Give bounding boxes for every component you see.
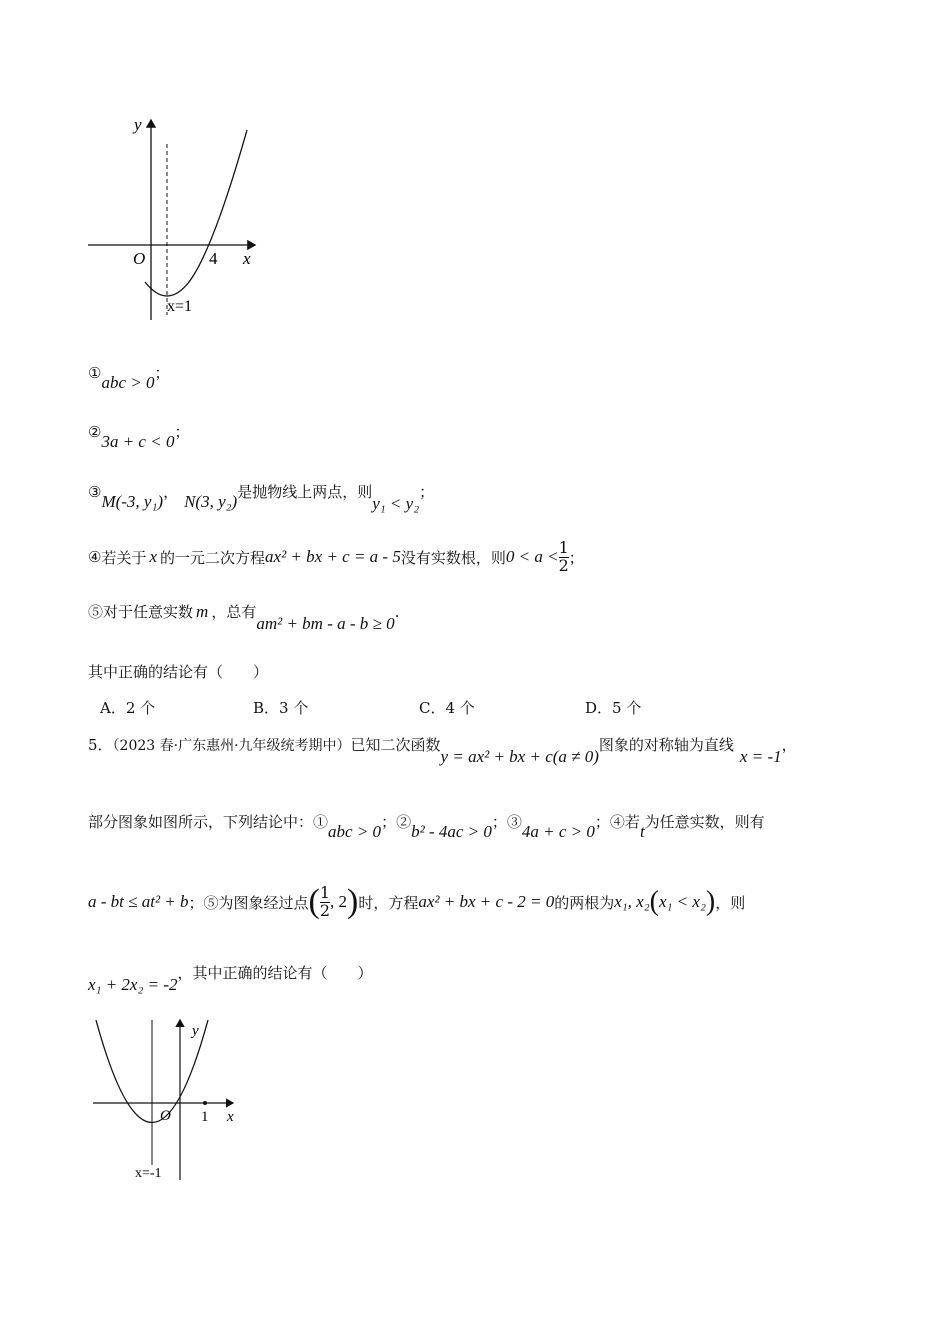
inequality: am² + bm - a - b ≥ 0	[256, 614, 395, 633]
marker: ②	[88, 423, 102, 441]
marker: ⑤	[88, 603, 104, 621]
conclusion-2: b² - 4ac > 0	[411, 822, 492, 841]
statement-1: ①abc > 0；	[88, 364, 170, 392]
question-5-line-3: a - bt ≤ at² + b ；⑤为图象经过点 ( $\frac{1}{2}$ , 2 ) 时，方程 ax² + bx + c - 2 = 0 的两根为 x₁, x₂ ( x₁ < x₂ ) ，则	[88, 883, 746, 921]
conclusion-3: 4a + c > 0	[521, 822, 595, 841]
root-label: 4	[209, 249, 218, 268]
tick-label: 1	[201, 1109, 209, 1125]
marker: ①	[88, 364, 102, 382]
choice-c[interactable]: C．4 个	[419, 699, 475, 717]
x-axis-label: x	[227, 1109, 234, 1125]
point-x-fraction: $\frac{1}{2}$	[319, 883, 331, 920]
marker: ③	[88, 483, 102, 501]
statement-4: ④ 若关于 x 的一元二次方程 ax² + bx + c = a - 5 没有实数根，则 0 < a < $\frac{1}{2}$ ；	[88, 538, 584, 575]
x-axis-label: x	[243, 249, 251, 268]
symmetry-axis-label: x=1	[167, 298, 193, 315]
fraction-one-half: $\frac{1}{2}$	[558, 538, 569, 575]
question-source: （2023 春·广东惠州·九年级统考期中）	[112, 738, 351, 754]
roots: x₁, x₂	[614, 892, 650, 912]
choice-d[interactable]: D．5 个	[585, 699, 642, 717]
origin-label: O	[133, 249, 146, 268]
statement-2: ②3a + c < 0；	[88, 423, 190, 451]
roots-condition: x₁ < x₂	[658, 892, 706, 912]
origin-label: O	[160, 1108, 171, 1124]
figure-2-parabola	[88, 1015, 248, 1180]
math: 3a + c < 0	[101, 432, 175, 451]
result: y₁ < y₂	[372, 494, 420, 513]
question-number: 5．	[88, 736, 113, 754]
conclusion-4-inequality: a - bt ≤ at² + b	[88, 892, 189, 912]
inequality: 0 < a <	[505, 547, 559, 567]
figure-1-parabola	[85, 110, 265, 325]
choice-b[interactable]: B．3 个	[253, 699, 309, 717]
statement-5: ⑤对于任意实数 m ，总有am² + bm - a - b ≥ 0.	[88, 602, 400, 633]
point-one	[203, 1101, 207, 1105]
equation: ax² + bx + c = a - 5	[265, 547, 401, 567]
marker: ④	[88, 548, 102, 567]
function: y = ax² + bx + c(a ≠ 0)	[440, 747, 599, 766]
symmetry-axis-label: x=-1	[135, 1166, 162, 1180]
conclusion-1: abc > 0	[328, 822, 382, 841]
math: abc > 0	[101, 373, 155, 392]
question-5-line-4: x₁ + 2x₂ = -2，其中正确的结论有（ ）	[88, 964, 373, 994]
parabola-curve	[145, 130, 247, 296]
statement-text: 是抛物线上两点，则	[237, 483, 373, 501]
question-5-line-2: 部分图象如图所示，下列结论中：①abc > 0；②b² - 4ac > 0；③4a + c > 0；④若t为任意实数，则有	[88, 813, 765, 841]
statement-3: ③M(-3, y₁)， N(3, y₂)是抛物线上两点，则y₁ < y₂；	[88, 483, 435, 513]
axis-equation: x = -1	[739, 747, 782, 766]
conclusion-5-result: x₁ + 2x₂ = -2	[88, 975, 178, 994]
choice-a[interactable]: A．2 个	[100, 699, 156, 717]
question-4-prompt: 其中正确的结论有（ ）	[88, 663, 269, 681]
point-m: M(-3, y₁)	[101, 492, 164, 511]
y-axis-label: y	[192, 1023, 199, 1039]
equation: ax² + bx + c - 2 = 0	[418, 892, 555, 912]
y-axis-label: y	[134, 115, 142, 134]
point-n: N(3, y₂)	[184, 492, 238, 511]
question-5-line-1: 5．（2023 春·广东惠州·九年级统考期中）已知二次函数y = ax² + bx + c(a ≠ 0)图象的对称轴为直线x = -1，	[88, 736, 797, 766]
